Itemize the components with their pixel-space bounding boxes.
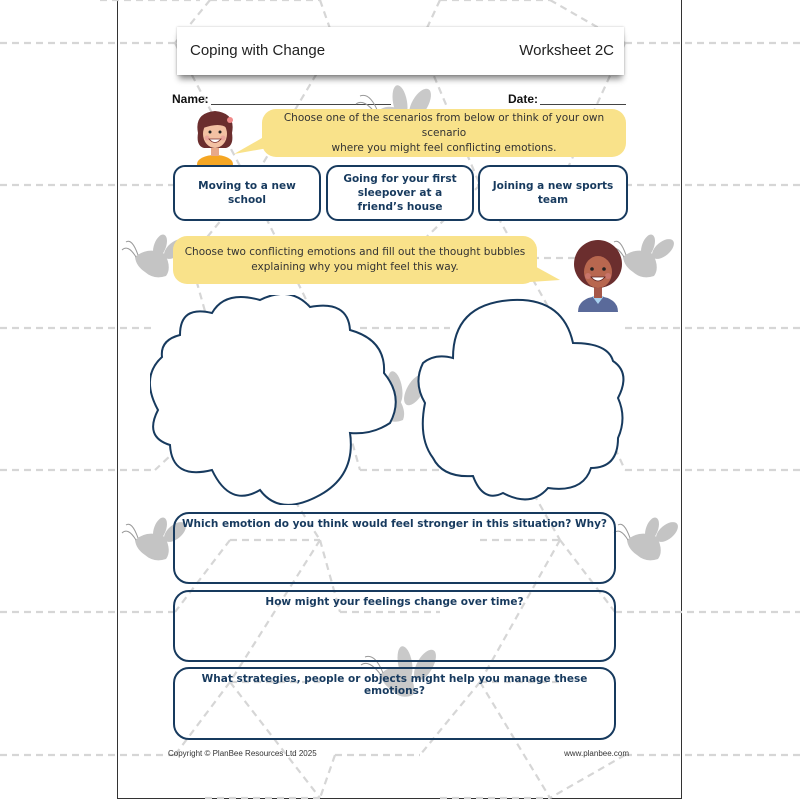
instruction-bubble-2 bbox=[173, 236, 537, 284]
scenario-option-sports-team[interactable] bbox=[478, 165, 628, 221]
date-label: Date: bbox=[508, 92, 539, 106]
thought-bubble-emotion-1[interactable] bbox=[150, 295, 412, 505]
worksheet-number: Worksheet 2C bbox=[519, 42, 614, 59]
scenario-option-moving-school[interactable] bbox=[173, 165, 321, 221]
instruction-2-line-2: explaining why you might feel this way. bbox=[251, 261, 459, 273]
website-link[interactable]: www.planbee.com bbox=[564, 749, 629, 758]
scenario-label: Going for your first sleepover at a friend’s house bbox=[343, 173, 457, 213]
instruction-1-line-1: Choose one of the scenarios from below or think of your own scenario bbox=[283, 111, 605, 139]
instruction-2-line-1: Choose two conflicting emotions and fill out the thought bubbles bbox=[184, 246, 526, 258]
name-label: Name: bbox=[172, 92, 209, 106]
question-box-feelings-change[interactable] bbox=[173, 590, 616, 662]
scenario-label: Moving to a new school bbox=[198, 180, 296, 206]
question-text: Which emotion do you think would feel stronger in this situation? Why? bbox=[181, 518, 608, 530]
instruction-bubble-1 bbox=[262, 109, 626, 157]
date-field[interactable] bbox=[540, 104, 626, 105]
copyright-text: Copyright © PlanBee Resources Ltd 2025 bbox=[168, 749, 317, 758]
worksheet-title: Coping with Change bbox=[190, 42, 326, 59]
thought-bubble-emotion-2[interactable] bbox=[413, 298, 625, 503]
question-text: How might your feelings change over time? bbox=[265, 596, 524, 608]
question-box-stronger-emotion[interactable] bbox=[173, 512, 616, 584]
scenario-label: Joining a new sports team bbox=[492, 180, 614, 206]
bee-icon bbox=[612, 515, 682, 565]
scenario-option-sleepover[interactable] bbox=[326, 165, 474, 221]
question-text: What strategies, people or objects might help you manage these emotions? bbox=[201, 673, 588, 697]
question-box-strategies[interactable] bbox=[173, 667, 616, 740]
instruction-1-line-2: where you might feel conflicting emotions. bbox=[331, 141, 557, 154]
